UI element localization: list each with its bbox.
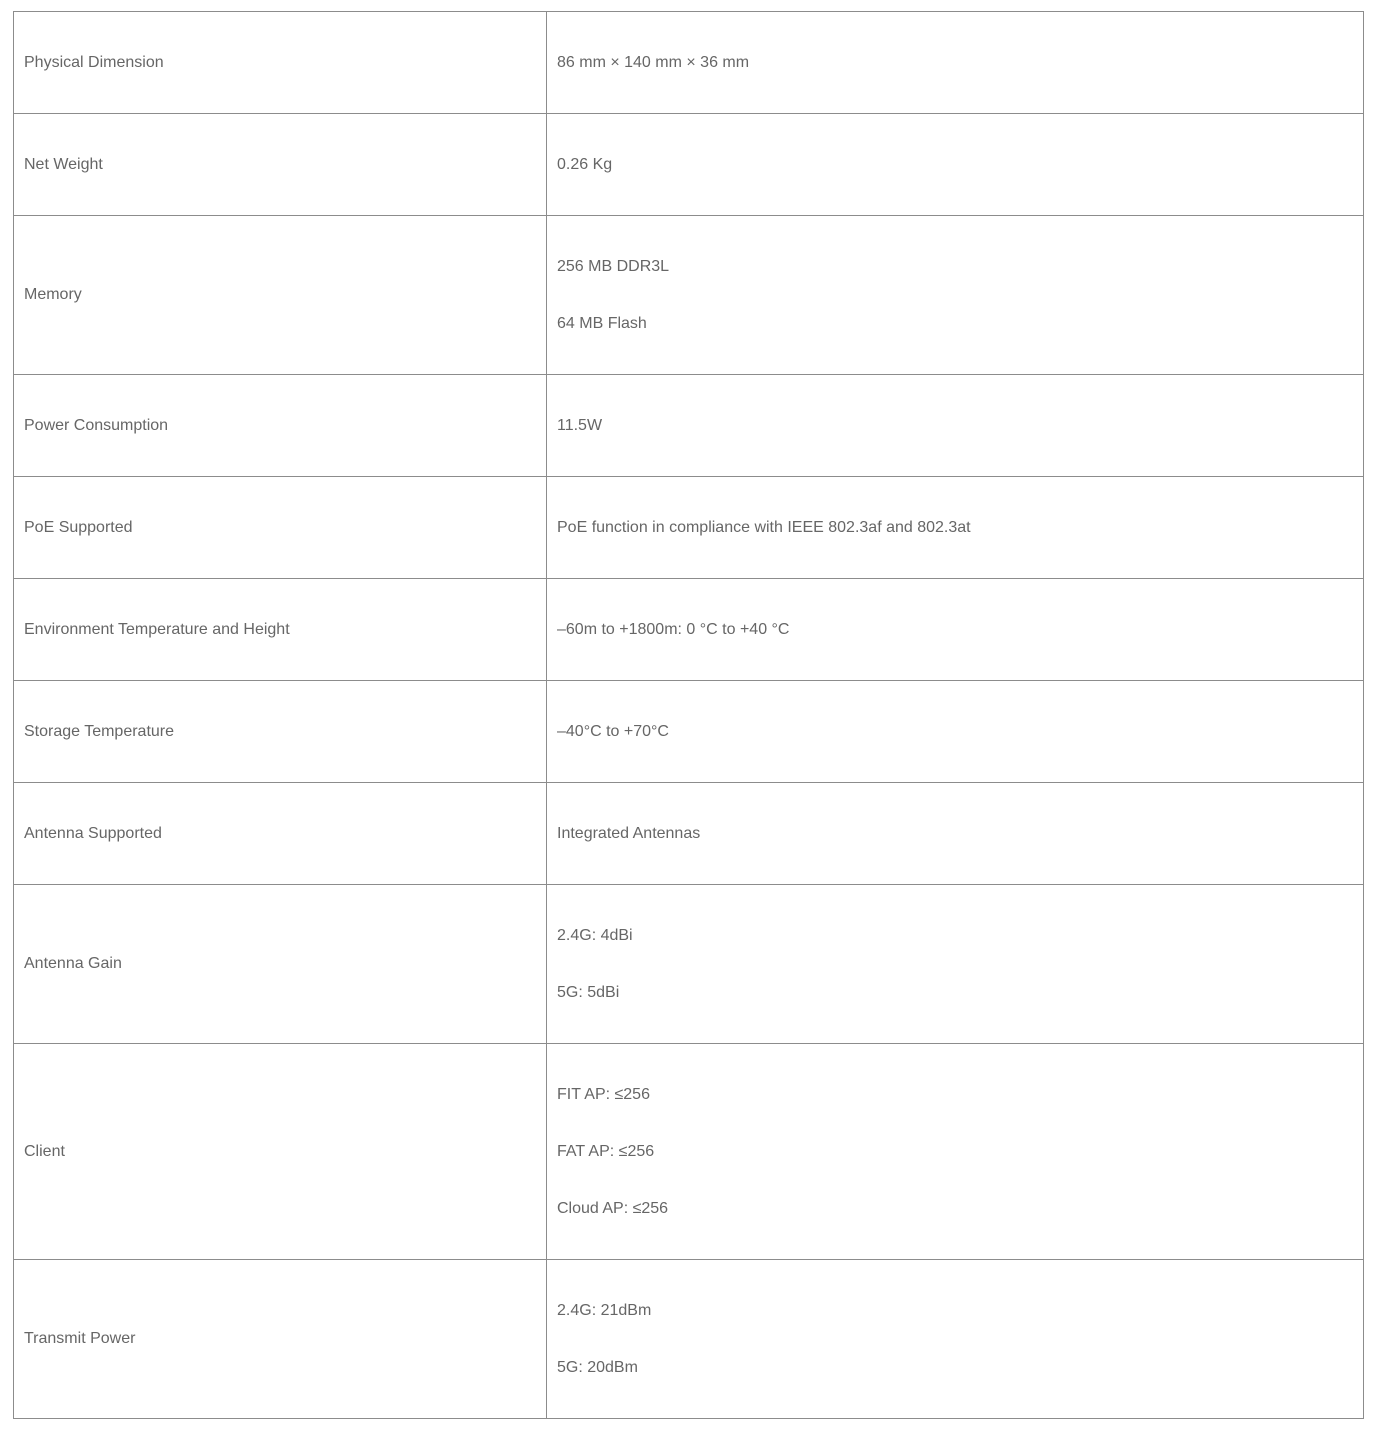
- spec-value: [547, 1260, 1364, 1419]
- spec-label-text: Transmit Power: [24, 1330, 136, 1348]
- table-row: [14, 375, 1364, 477]
- spec-value-line: 2.4G: 4dBi: [557, 926, 633, 944]
- spec-value-line: 256 MB DDR3L: [557, 257, 670, 275]
- spec-label-text: Environment Temperature and Height: [24, 620, 290, 638]
- table-row: [14, 114, 1364, 216]
- spec-value: [547, 1044, 1364, 1260]
- spec-value: [547, 12, 1364, 114]
- spec-value-line: Cloud AP: ≤256: [557, 1200, 669, 1218]
- spec-label: [14, 114, 547, 216]
- spec-value-line: –60m to +1800m: 0 °C to +40 °C: [557, 620, 790, 638]
- spec-label-text: Antenna Supported: [24, 824, 162, 842]
- spec-label: [14, 375, 547, 477]
- table-row: [14, 1260, 1364, 1419]
- spec-value-line: 64 MB Flash: [557, 315, 647, 332]
- spec-value: [547, 477, 1364, 579]
- spec-label: [14, 1044, 547, 1260]
- table-row: [14, 1044, 1364, 1260]
- spec-label: [14, 477, 547, 579]
- spec-value: [547, 375, 1364, 477]
- spec-label: [14, 12, 547, 114]
- table-row: [14, 783, 1364, 885]
- spec-value-line: FIT AP: ≤256: [557, 1085, 650, 1103]
- table-row: [14, 12, 1364, 114]
- spec-value: [547, 885, 1364, 1044]
- spec-label-text: Net Weight: [24, 155, 103, 173]
- spec-value: [547, 114, 1364, 216]
- spec-value-line: 11.5W: [557, 416, 603, 434]
- spec-label: [14, 216, 547, 375]
- table-row: [14, 681, 1364, 783]
- spec-value: [547, 783, 1364, 885]
- spec-label: [14, 783, 547, 885]
- spec-value-line: 5G: 20dBm: [557, 1359, 638, 1376]
- spec-value-line: FAT AP: ≤256: [557, 1142, 655, 1160]
- spec-label-text: Client: [24, 1142, 65, 1160]
- spec-value-line: 5G: 5dBi: [557, 984, 620, 1001]
- spec-label: [14, 579, 547, 681]
- spec-value: [547, 681, 1364, 783]
- spec-label-text: Power Consumption: [24, 416, 169, 434]
- spec-value-line: 86 mm × 140 mm × 36 mm: [557, 53, 750, 71]
- spec-value: [547, 579, 1364, 681]
- spec-label: [14, 1260, 547, 1419]
- table-row: [14, 579, 1364, 681]
- spec-label-text: Antenna Gain: [24, 955, 122, 973]
- table-row: [14, 885, 1364, 1044]
- spec-label: [14, 681, 547, 783]
- table-row: [14, 477, 1364, 579]
- spec-value-line: –40°C to +70°C: [557, 722, 669, 740]
- spec-label-text: PoE Supported: [24, 518, 133, 536]
- spec-label-text: Memory: [24, 286, 82, 304]
- spec-value-line: PoE function in compliance with IEEE 802.3af and 802.3at: [557, 518, 971, 536]
- spec-value-line: 0.26 Kg: [557, 155, 613, 173]
- spec-label-text: Storage Temperature: [24, 722, 175, 740]
- table-row: [14, 216, 1364, 375]
- spec-label: [14, 885, 547, 1044]
- spec-value: [547, 216, 1364, 375]
- spec-value-line: Integrated Antennas: [557, 824, 701, 842]
- spec-value-line: 2.4G: 21dBm: [557, 1301, 652, 1319]
- spec-label-text: Physical Dimension: [24, 53, 164, 71]
- spec-table: [13, 11, 1364, 1419]
